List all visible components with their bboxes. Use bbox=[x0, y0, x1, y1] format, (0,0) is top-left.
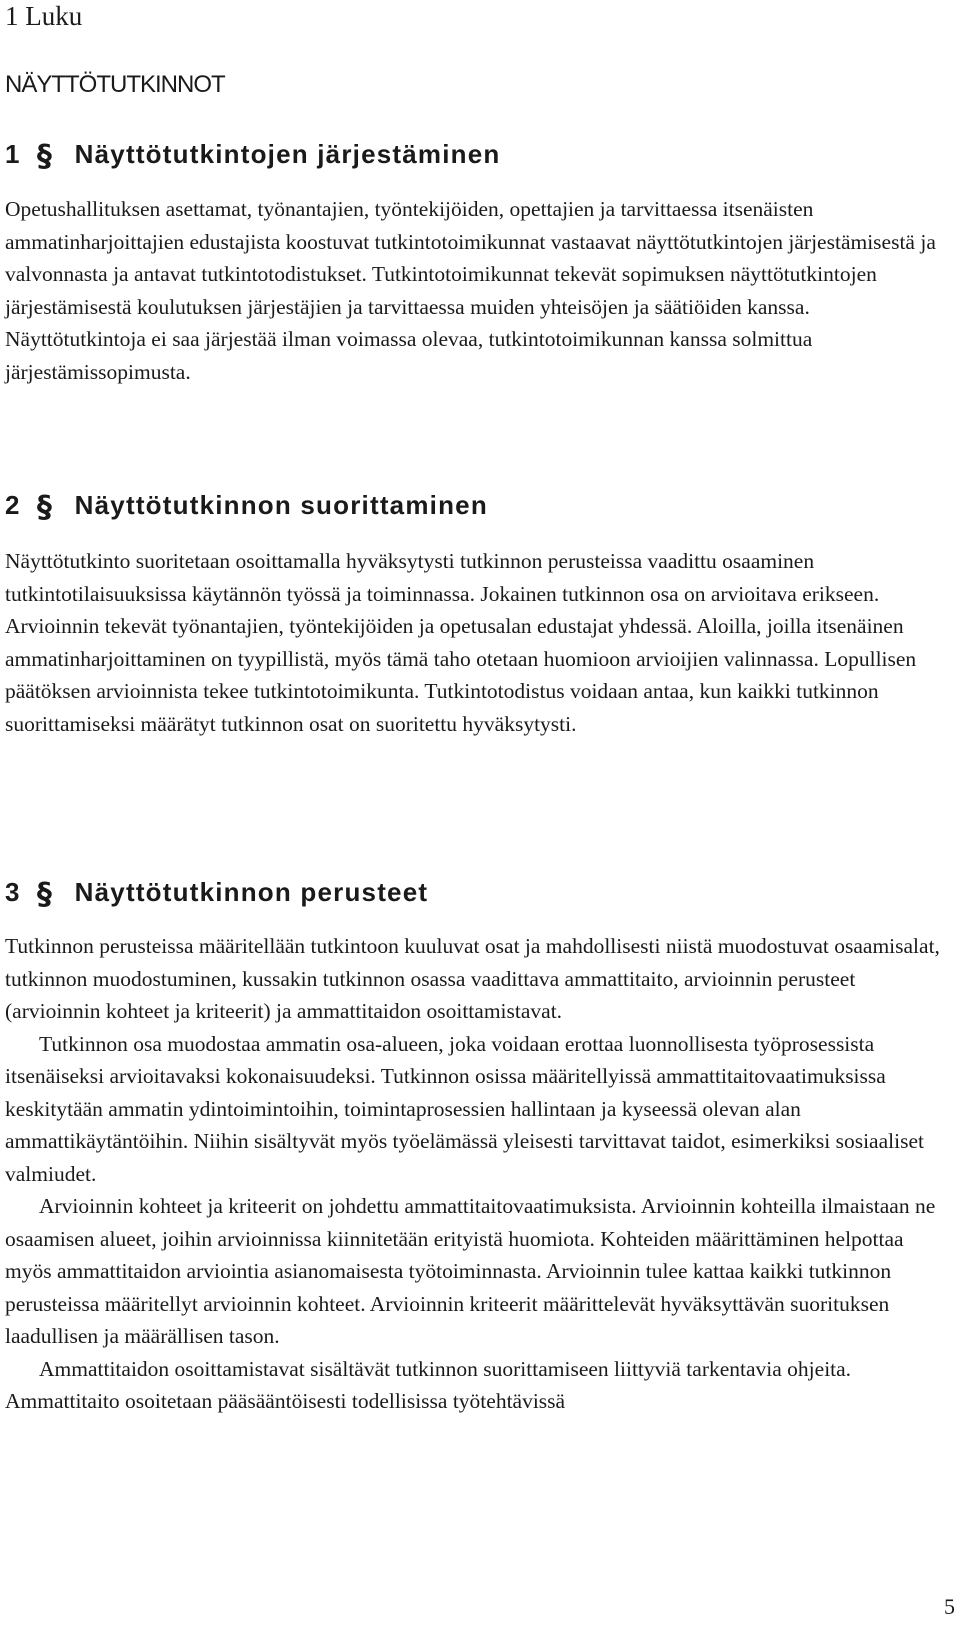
section-number: 2 bbox=[5, 490, 21, 520]
section-number: 3 bbox=[5, 877, 21, 907]
section-2-body bbox=[5, 545, 945, 740]
section-title: Näyttötutkintojen järjestäminen bbox=[74, 139, 501, 169]
section-sign-icon bbox=[35, 491, 55, 523]
paragraph: Arvioinnin kohteet ja kriteerit on johdettu ammattitaitovaatimuksista. Arvioinnin kohteilla ilmaistaan ne osaamisen alueet, joihin arvioinnissa kiinnitetään erityistä huomiota. Kohteiden määrittäminen helpottaa myös ammattitaidon arviointia asianomaisesta työtoiminnasta. Arvioinnin tulee kattaa kaikki tutkinnon perusteissa määritellyt arvioinnin kohteet. Arvioinnin kriteerit määrittelevät hyväksyttävän suorituksen laadullisen ja määrällisen tason. bbox=[5, 1194, 936, 1348]
paragraph: Ammattitaidon osoittamistavat sisältävät tutkinnon suorittamiseen liittyviä tarkentavia ohjeita. Ammattitaito osoitetaan pääsääntöisesti todellisissa työtehtävissä bbox=[5, 1356, 852, 1413]
section-3-body bbox=[5, 930, 945, 1418]
paragraph: Opetushallituksen asettamat, työnantajien, työntekijöiden, opettajien ja tarvittaessa itsenäisten ammatinharjoittajien edustajista koostuvat tutkintotoimikunnat vastaavat näyttötutkintojen järjestämisestä ja valvonnasta ja antavat tutkintotodistukset. Tutkintotoimikunnat tekevät sopimuksen näyttötutkintojen järjestämisestä koulutuksen järjestäjien ja tarvittaessa muiden yhteisöjen ja säätiöiden kanssa. Näyttötutkintoja ei saa järjestää ilman voimassa olevaa, tutkintotoimikunnan kanssa solmittua järjestämissopimusta. bbox=[5, 197, 936, 384]
paragraph: Tutkinnon osa muodostaa ammatin osa-alueen, joka voidaan erottaa luonnollisesta työprosessista itsenäiseksi arvioitavaksi kokonaisuudeksi. Tutkinnon osissa määritellyissä ammattitaitovaatimuksissa keskitytään ammatin ydintoimintoihin, toimintaprosessien hallintaan ja kyseessä olevan alan ammattikäytäntöihin. Niihin sisältyvät myös työelämässä yleisesti tarvittavat taidot, esimerkiksi sosiaaliset valmiudet. bbox=[5, 1031, 924, 1186]
section-1-heading bbox=[5, 138, 501, 172]
svg-text:§: § bbox=[36, 878, 53, 911]
section-3-heading bbox=[5, 876, 428, 910]
section-1-body bbox=[5, 193, 945, 388]
paragraph: Tutkinnon perusteissa määritellään tutkintoon kuuluvat osat ja mahdollisesti niistä muodostuvat osaamisalat, tutkinnon muodostuminen, kussakin tutkinnon osassa vaadittava ammattitaito, arvioinnin perusteet (arvioinnin kohteet ja kriteerit) ja ammattitaidon osoittamistavat. bbox=[5, 934, 940, 1023]
section-sign-icon bbox=[35, 140, 55, 172]
svg-text:§: § bbox=[36, 140, 53, 173]
page-number: 5 bbox=[944, 1594, 955, 1619]
section-sign-icon bbox=[35, 878, 55, 910]
chapter-label: 1 Luku bbox=[5, 1, 83, 31]
paragraph: Näyttötutkinto suoritetaan osoittamalla hyväksytysti tutkinnon perusteissa vaadittu osaaminen tutkintotilaisuuksissa käytännön työssä ja toiminnassa. Jokainen tutkinnon osa on arvioitava erikseen. Arvioinnin tekevät työnantajien, työntekijöiden ja opetusalan edustajat yhdessä. Aloilla, joilla itsenäinen ammatinharjoittaminen on tyypillistä, myös tämä taho otetaan huomioon arvioijien valinnassa. Lopullisen päätöksen arvioinnista tekee tutkintotoimikunta. Tutkintotodistus voidaan antaa, kun kaikki tutkinnon suorittamiseksi määrätyt tutkinnon osat on suoritettu hyväksytysti. bbox=[5, 549, 917, 736]
section-2-heading bbox=[5, 489, 488, 523]
part-title: NÄYTTÖTUTKINNOT bbox=[5, 71, 225, 98]
svg-text:§: § bbox=[36, 491, 53, 524]
section-title: Näyttötutkinnon suorittaminen bbox=[74, 490, 488, 520]
section-number: 1 bbox=[5, 139, 21, 169]
section-title: Näyttötutkinnon perusteet bbox=[74, 877, 429, 907]
